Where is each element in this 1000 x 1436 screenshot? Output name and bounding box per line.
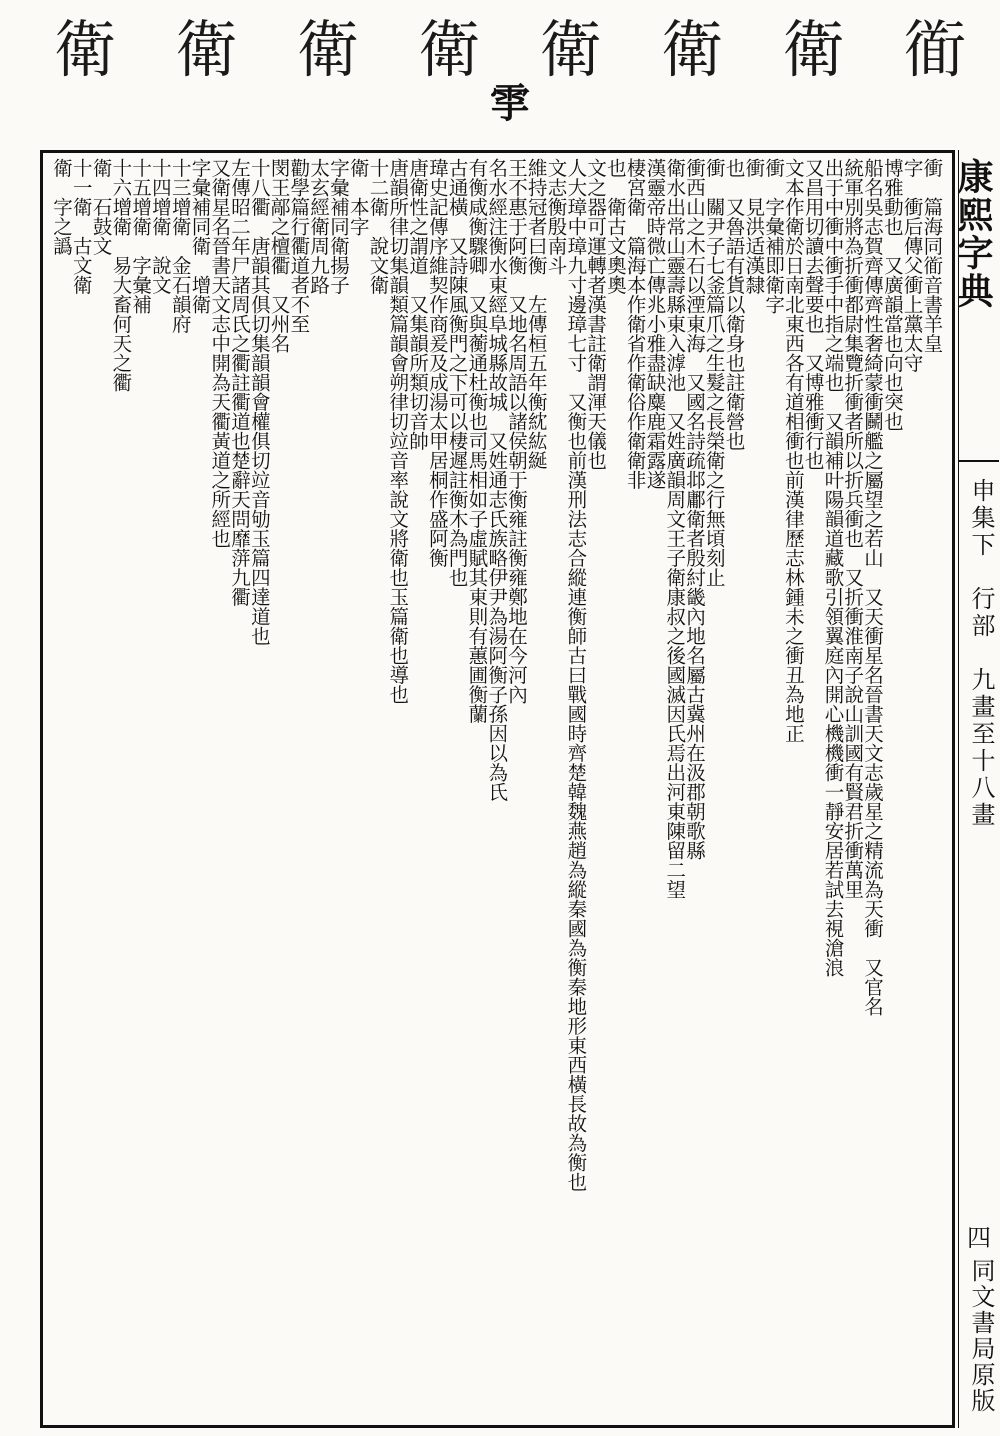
text-column: 也 又魯語有貨以衛身也註衛營也 [722, 158, 746, 451]
seal-form-8: 衛 [53, 13, 116, 86]
text-column: 漢靈帝時微亡傳兆小雅盡缺麋鹿霜露遂 [643, 158, 667, 490]
text-column: 閔王鄗之檀衢 又州名 [267, 158, 291, 353]
section-label: 申集下 行部 九畫至十八畫 [967, 478, 995, 829]
text-column: 左傳昭二年尸諸周氏之衢註衢道也楚辭天問靡蓱九衢 [228, 158, 252, 607]
seal-script-header-row [40, 10, 980, 90]
text-column: 衝 字彙補即衛字 [762, 158, 786, 314]
text-column: 衛 本字 [346, 158, 370, 236]
text-column: 名水經注衡水東經阜城縣故城 又姓通志氏族略伊尹為湯阿衡子孫因以為氏 [485, 158, 509, 802]
seal-form-2: 衛 [782, 13, 845, 86]
text-column: 十五增衛 字彙補 [129, 158, 153, 314]
book-title: 康熙字典 [952, 158, 994, 310]
text-column: 有衡咸衡驟卿 又與蘅通杜衡也司馬相如子虛賦其東則有蕙圃衡蘭 [465, 158, 489, 724]
text-column: 古通橫 又詩陳風衡門之下可以棲遲註衡木為門也 [445, 158, 469, 587]
text-column: 十六增衛 易大畜何天之衢 [109, 158, 133, 392]
seal-form-1: 衜 [903, 13, 966, 86]
text-column: 衛 石鼓文 [89, 158, 113, 256]
text-column: 衝 見洪适漢隸 [742, 158, 766, 295]
seal-form-4: 衛 [539, 13, 602, 86]
side-margin [952, 150, 999, 1428]
text-column: 十一衛 古文衛 [69, 158, 93, 295]
text-column: 也 衛古文奧奧 [603, 158, 627, 295]
text-column: 維持冠者曰衡 左傳桓五年衡紞紘綖 [524, 158, 548, 470]
text-column: 字彙補同衛揚子 [326, 158, 350, 295]
text-column: 統軍別將為折衝都尉集覽折衝者所以折兵衝也 又折衝淮南子說山訓國有賢君折衝萬里 [841, 158, 865, 899]
seal-form-5: 衛 [418, 13, 481, 86]
text-column: 文之器可運轉者漢書註衛謂渾天儀也 [584, 158, 608, 470]
text-column: 字 衝后傳父衝上黨太守 [900, 158, 924, 373]
text-column: 字彙補同衛 增衛 [188, 158, 212, 314]
text-column: 唐衛性之謂道 又集韻所類切音帥 [406, 158, 430, 451]
text-column: 勸學篇行衢道者不至 [287, 158, 311, 334]
seal-form-7: 衛 [175, 13, 238, 86]
publisher-label: 同文書局原版 [967, 1258, 995, 1414]
text-column: 十三增衛 金石韻府 [168, 158, 192, 334]
text-column: 衝 篇海同衜音書羊皇 [920, 158, 944, 353]
text-column: 出于中衝中衝手中指之端也 又韻補叶陽韻道藏歌引領翼庭內開心機機衝一靜安居若試去視滄浪 [821, 158, 845, 977]
text-column: 人大璋中璋九寸邊璋七寸 又衡也前漢刑法志合縱連衡師古曰戰國時齊楚韓魏燕趙為縱秦國為衡秦地形東西橫長故為衡也 [564, 158, 588, 1192]
seal-form-6: 衛 [296, 13, 359, 86]
text-column: 十二衛 說文衛 [366, 158, 390, 295]
text-column: 衛水出常山靈壽縣東入滹池 又姓廣韻周文王子衛康叔之後國滅因氏焉出河東陳留二望 [663, 158, 687, 899]
seal-form-3: 衛 [661, 13, 724, 86]
side-divider [959, 460, 999, 462]
seal-form-center: 𩁹 [490, 80, 530, 127]
text-column: 船名吳志賀齊傳齊性奢綺蒙衝鬭艦之屬望之若山 又天衝星名晉書天文志歲星之精流為天衝 又官名 [861, 158, 885, 1016]
text-column: 棲宮衛 篇海本作衛省作衛俗作衛衛非 [623, 158, 647, 490]
page-number: 四 [967, 1224, 991, 1252]
text-column: 衝西山之木石以湮東海 又國名詩疏邶鄘衛者殷紂畿內地名屬古冀州在汲郡朝歌縣 [683, 158, 706, 860]
text-column: 又衛星名晉書天文志中開為天衢黃道之所經也 [208, 158, 232, 548]
text-column: 又昌用切讀去聲要也 又博雅衝行也 [801, 158, 825, 470]
text-column: 十八衢 唐韻其俱切集韻韻會權俱切竝音劬玉篇四達道也 [247, 158, 271, 646]
text-column: 衛 字之譌 [50, 158, 73, 256]
text-column: 文志衡殷南斗 [544, 158, 568, 275]
text-column: 王不惠于阿衡 又地名周語以諸侯朝于衡雍註衡雍鄭地在今河內 [504, 158, 528, 704]
text-column: 博雅動也 又廣韻當也向也突也 [880, 158, 904, 431]
text-column: 文本作衛於日南北東西各有道相衝也前漢律歷志林鍾未之衝丑為地正 [781, 158, 805, 743]
text-column: 太玄經衛周九路 [307, 158, 331, 295]
dictionary-body [52, 158, 942, 1420]
text-column: 唐韻所律切集韻類篇韻會朔律切竝音率說文將衛也玉篇衛也導也 [386, 158, 410, 704]
text-column: 衝 關尹子七釜篇爪之生髮之長榮衛之行無頃刻止 [702, 158, 726, 587]
text-column: 瑋史記傳序維契作商爰及成湯太甲居桐作盛阿衡 [425, 158, 449, 568]
text-column: 十四增衛 說文 [148, 158, 172, 295]
